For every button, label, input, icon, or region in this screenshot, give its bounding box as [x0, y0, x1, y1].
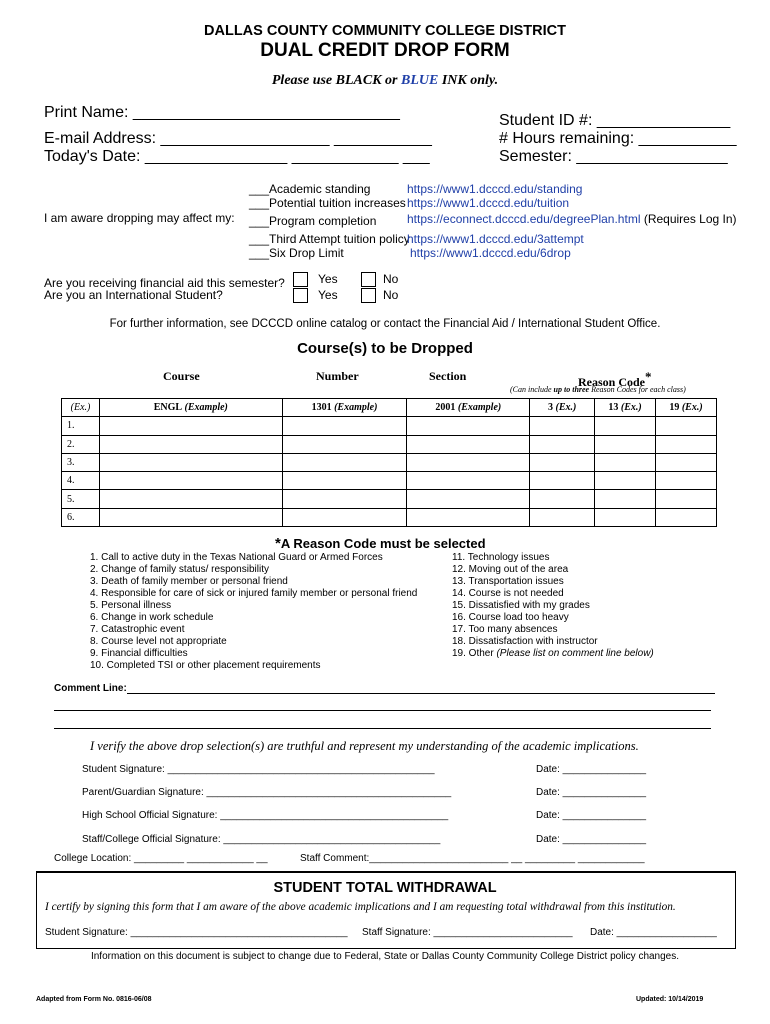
- awareness-program-completion[interactable]: ___Program completion: [249, 214, 377, 228]
- reason-3-cell[interactable]: [656, 490, 717, 508]
- reason-title-text: A Reason Code must be selected: [280, 536, 486, 551]
- international-no-label: No: [383, 288, 399, 302]
- reason-1-cell[interactable]: [530, 508, 595, 526]
- comment-line-1[interactable]: [127, 693, 715, 694]
- example-r2-value: 13: [608, 402, 619, 414]
- reason-header-text: Reason Code: [578, 375, 646, 389]
- example-course: [99, 399, 282, 417]
- reason-note-pre: (Can include: [510, 385, 554, 394]
- reason-note: [510, 385, 686, 394]
- reason-item: 11. Technology issues: [452, 552, 550, 563]
- financial-aid-question: Are you receiving financial aid this semester?: [44, 276, 285, 290]
- withdrawal-certify: I certify by signing this form that I am aware of the above academic implications and I am requesting total withdrawal from this institution.: [45, 901, 676, 913]
- example-r3-value: 19: [669, 402, 680, 414]
- number-cell[interactable]: [282, 417, 407, 435]
- reason-list-right: [452, 552, 654, 660]
- reason-item: 1. Call to active duty in the Texas National Guard or Armed Forces: [90, 552, 383, 563]
- example-section-value: 2001: [435, 402, 456, 414]
- withdrawal-student-signature[interactable]: Student Signature: _______________________________________: [45, 927, 348, 938]
- reason-item: 5. Personal illness: [90, 600, 172, 611]
- reason-item: 7. Catastrophic event: [90, 624, 185, 635]
- semester-field[interactable]: Semester: _________________: [499, 148, 728, 165]
- reason-item: 16. Course load too heavy: [452, 612, 569, 623]
- example-row: [62, 399, 717, 417]
- reason-item: 4. Responsible for care of sick or injured family member or personal friend: [90, 588, 418, 599]
- ink-instruction: [0, 73, 770, 89]
- reason-item: [452, 648, 654, 660]
- student-id-field[interactable]: Student ID #: _______________: [499, 112, 731, 129]
- row-number: 2.: [62, 435, 100, 453]
- reason-item: 2. Change of family status/ responsibility: [90, 564, 269, 575]
- reason-19-note: (Please list on comment line below): [496, 648, 654, 659]
- example-section: [407, 399, 530, 417]
- row-number: 1.: [62, 417, 100, 435]
- example-r3-note: (Ex.): [681, 402, 703, 414]
- parent-signature-field[interactable]: Parent/Guardian Signature: ____________________________________________: [82, 787, 452, 798]
- number-cell[interactable]: [282, 490, 407, 508]
- adapted-from: Adapted from Form No. 0816-06/08: [36, 996, 152, 1003]
- reason-2-cell[interactable]: [595, 490, 656, 508]
- reason-item: 3. Death of family member or personal friend: [90, 576, 288, 587]
- example-number: [282, 399, 407, 417]
- link-standing[interactable]: https://www1.dcccd.edu/standing: [407, 182, 583, 196]
- further-info: For further information, see DCCCD online catalog or contact the Financial Aid / International Student Office.: [109, 318, 661, 330]
- reason-list-left: [90, 552, 417, 672]
- withdrawal-staff-signature[interactable]: Staff Signature: _________________________: [362, 927, 573, 938]
- email-field[interactable]: E-mail Address: ___________________ ___________: [44, 130, 432, 147]
- reason-2-cell[interactable]: [595, 453, 656, 471]
- requires-login-note: (Requires Log In): [640, 212, 737, 226]
- number-cell[interactable]: [282, 472, 407, 490]
- college-location-field[interactable]: College Location: _________ ____________ __: [54, 853, 268, 864]
- link-third-attempt[interactable]: https://www1.dcccd.edu/3attempt: [407, 232, 584, 246]
- link-tuition[interactable]: https://www1.dcccd.edu/tuition: [407, 196, 570, 210]
- staff-official-date-field[interactable]: Date: _______________: [536, 834, 647, 845]
- section-cell[interactable]: [407, 435, 530, 453]
- hours-remaining-field[interactable]: # Hours remaining: ___________: [499, 130, 737, 147]
- link-six-drop[interactable]: https://www1.dcccd.edu/6drop: [410, 246, 571, 260]
- awareness-academic-standing[interactable]: ___Academic standing: [249, 182, 371, 196]
- example-course-note: (Example): [184, 402, 228, 414]
- table-row: [62, 435, 717, 453]
- table-row: [62, 453, 717, 471]
- reason-item: 9. Financial difficulties: [90, 648, 188, 659]
- print-name-field[interactable]: Print Name: ______________________________: [44, 104, 400, 121]
- reason-item: 8. Course level not appropriate: [90, 636, 227, 647]
- example-r2-note: (Ex.): [620, 402, 642, 414]
- reason-item: 18. Dissatisfaction with instructor: [452, 636, 598, 647]
- link-degree-plan[interactable]: https://econnect.dcccd.edu/degreePlan.html: [407, 212, 641, 226]
- parent-date-field[interactable]: Date: _______________: [536, 787, 647, 798]
- example-course-value: ENGL: [153, 402, 183, 414]
- reason-item: 17. Too many absences: [452, 624, 558, 635]
- financial-aid-yes-checkbox[interactable]: [293, 272, 308, 287]
- col-section-header: Section: [429, 369, 467, 383]
- reason-19-text: 19. Other: [452, 648, 497, 659]
- reason-3-cell[interactable]: [656, 472, 717, 490]
- course-cell[interactable]: [99, 508, 282, 526]
- col-course-header: Course: [163, 369, 200, 383]
- example-reason-2: [595, 399, 656, 417]
- staff-comment-field[interactable]: Staff Comment:_________________________ __ _________ ____________: [300, 853, 645, 864]
- ink-blue: BLUE: [401, 73, 439, 88]
- course-cell[interactable]: [99, 453, 282, 471]
- example-r1-note: (Ex.): [555, 402, 577, 414]
- row-number: 4.: [62, 472, 100, 490]
- example-r1-value: 3: [548, 402, 553, 414]
- course-cell[interactable]: [99, 417, 282, 435]
- student-signature-field[interactable]: Student Signature: ________________________________________________: [82, 764, 435, 775]
- verify-statement: I verify the above drop selection(s) are truthful and represent my understanding of the academic implications.: [90, 739, 639, 753]
- ink-prefix: Please use BLACK or: [271, 73, 401, 88]
- ink-suffix: INK only.: [438, 73, 499, 88]
- courses-title: Course(s) to be Dropped: [297, 340, 473, 357]
- reason-1-cell[interactable]: [530, 490, 595, 508]
- section-cell[interactable]: [407, 453, 530, 471]
- reason-note-post: Reason Codes for each class): [589, 385, 686, 394]
- reason-3-cell[interactable]: [656, 508, 717, 526]
- reason-3-cell[interactable]: [656, 453, 717, 471]
- reason-header-star: *: [645, 369, 652, 384]
- reason-item: 15. Dissatisfied with my grades: [452, 600, 590, 611]
- awareness-third-attempt[interactable]: ___Third Attempt tuition policy: [249, 232, 410, 246]
- number-cell[interactable]: [282, 435, 407, 453]
- courses-table: [61, 398, 717, 527]
- section-cell[interactable]: [407, 508, 530, 526]
- program-link-line: [407, 212, 737, 226]
- table-row: [62, 417, 717, 435]
- example-number-note: (Example): [334, 402, 378, 414]
- reason-1-cell[interactable]: [530, 453, 595, 471]
- awareness-tuition[interactable]: ___Potential tuition increases: [249, 196, 406, 210]
- section-cell[interactable]: [407, 490, 530, 508]
- section-cell[interactable]: [407, 472, 530, 490]
- reason-item: 14. Course is not needed: [452, 588, 564, 599]
- reason-3-cell[interactable]: [656, 435, 717, 453]
- reason-title-star: *: [275, 535, 281, 552]
- reason-1-cell[interactable]: [530, 435, 595, 453]
- section-cell[interactable]: [407, 417, 530, 435]
- district-name: DALLAS COUNTY COMMUNITY COLLEGE DISTRICT: [204, 23, 566, 39]
- course-cell[interactable]: [99, 472, 282, 490]
- row-number: 5.: [62, 490, 100, 508]
- number-cell[interactable]: [282, 508, 407, 526]
- awareness-six-drop[interactable]: ___Six Drop Limit: [249, 246, 344, 260]
- col-number-header: Number: [316, 369, 359, 383]
- reason-2-cell[interactable]: [595, 472, 656, 490]
- example-number-value: 1301: [311, 402, 332, 414]
- reason-item: 10. Completed TSI or other placement requirements: [90, 660, 321, 671]
- comment-line-2[interactable]: [54, 710, 711, 711]
- number-cell[interactable]: [282, 453, 407, 471]
- international-question: Are you an International Student?: [44, 288, 223, 302]
- course-cell[interactable]: [99, 490, 282, 508]
- example-reason-1: [530, 399, 595, 417]
- comment-line-3[interactable]: [54, 728, 711, 729]
- reason-2-cell[interactable]: [595, 435, 656, 453]
- hs-official-date-field[interactable]: Date: _______________: [536, 810, 647, 821]
- reason-2-cell[interactable]: [595, 508, 656, 526]
- international-yes-label: Yes: [318, 288, 338, 302]
- withdrawal-title: STUDENT TOTAL WITHDRAWAL: [273, 880, 497, 896]
- table-row: [62, 490, 717, 508]
- course-cell[interactable]: [99, 435, 282, 453]
- example-reason-3: [656, 399, 717, 417]
- todays-date-field[interactable]: Today's Date: ________________ ____________ ___: [44, 148, 430, 165]
- financial-aid-no-label: No: [383, 272, 399, 286]
- row-number: 6.: [62, 508, 100, 526]
- reason-codes-title: [275, 535, 486, 552]
- awareness-label: I am aware dropping may affect my:: [44, 211, 235, 225]
- example-section-note: (Example): [457, 402, 502, 414]
- comment-label: Comment Line:: [54, 683, 127, 694]
- reason-1-cell[interactable]: [530, 417, 595, 435]
- form-title: DUAL CREDIT DROP FORM: [260, 40, 510, 61]
- international-no-checkbox[interactable]: [361, 288, 376, 303]
- updated-date: Updated: 10/14/2019: [636, 996, 704, 1003]
- international-yes-checkbox[interactable]: [293, 288, 308, 303]
- disclaimer: Information on this document is subject to change due to Federal, State or Dallas County Community College District policy changes.: [90, 951, 680, 962]
- withdrawal-date-field[interactable]: Date: __________________: [590, 927, 717, 938]
- example-label: (Ex.): [62, 399, 100, 417]
- reason-note-bold: up to three: [553, 385, 590, 394]
- reason-2-cell[interactable]: [595, 417, 656, 435]
- reason-item: 12. Moving out of the area: [452, 564, 569, 575]
- student-date-field[interactable]: Date: _______________: [536, 764, 647, 775]
- reason-3-cell[interactable]: [656, 417, 717, 435]
- reason-item: 13. Transportation issues: [452, 576, 564, 587]
- table-row: [62, 472, 717, 490]
- hs-official-signature-field[interactable]: High School Official Signature: _________________________________________: [82, 810, 449, 821]
- staff-official-signature-field[interactable]: Staff/College Official Signature: _______________________________________: [82, 834, 441, 845]
- reason-item: 6. Change in work schedule: [90, 612, 214, 623]
- financial-aid-yes-label: Yes: [318, 272, 338, 286]
- reason-1-cell[interactable]: [530, 472, 595, 490]
- row-number: 3.: [62, 453, 100, 471]
- financial-aid-no-checkbox[interactable]: [361, 272, 376, 287]
- table-row: [62, 508, 717, 526]
